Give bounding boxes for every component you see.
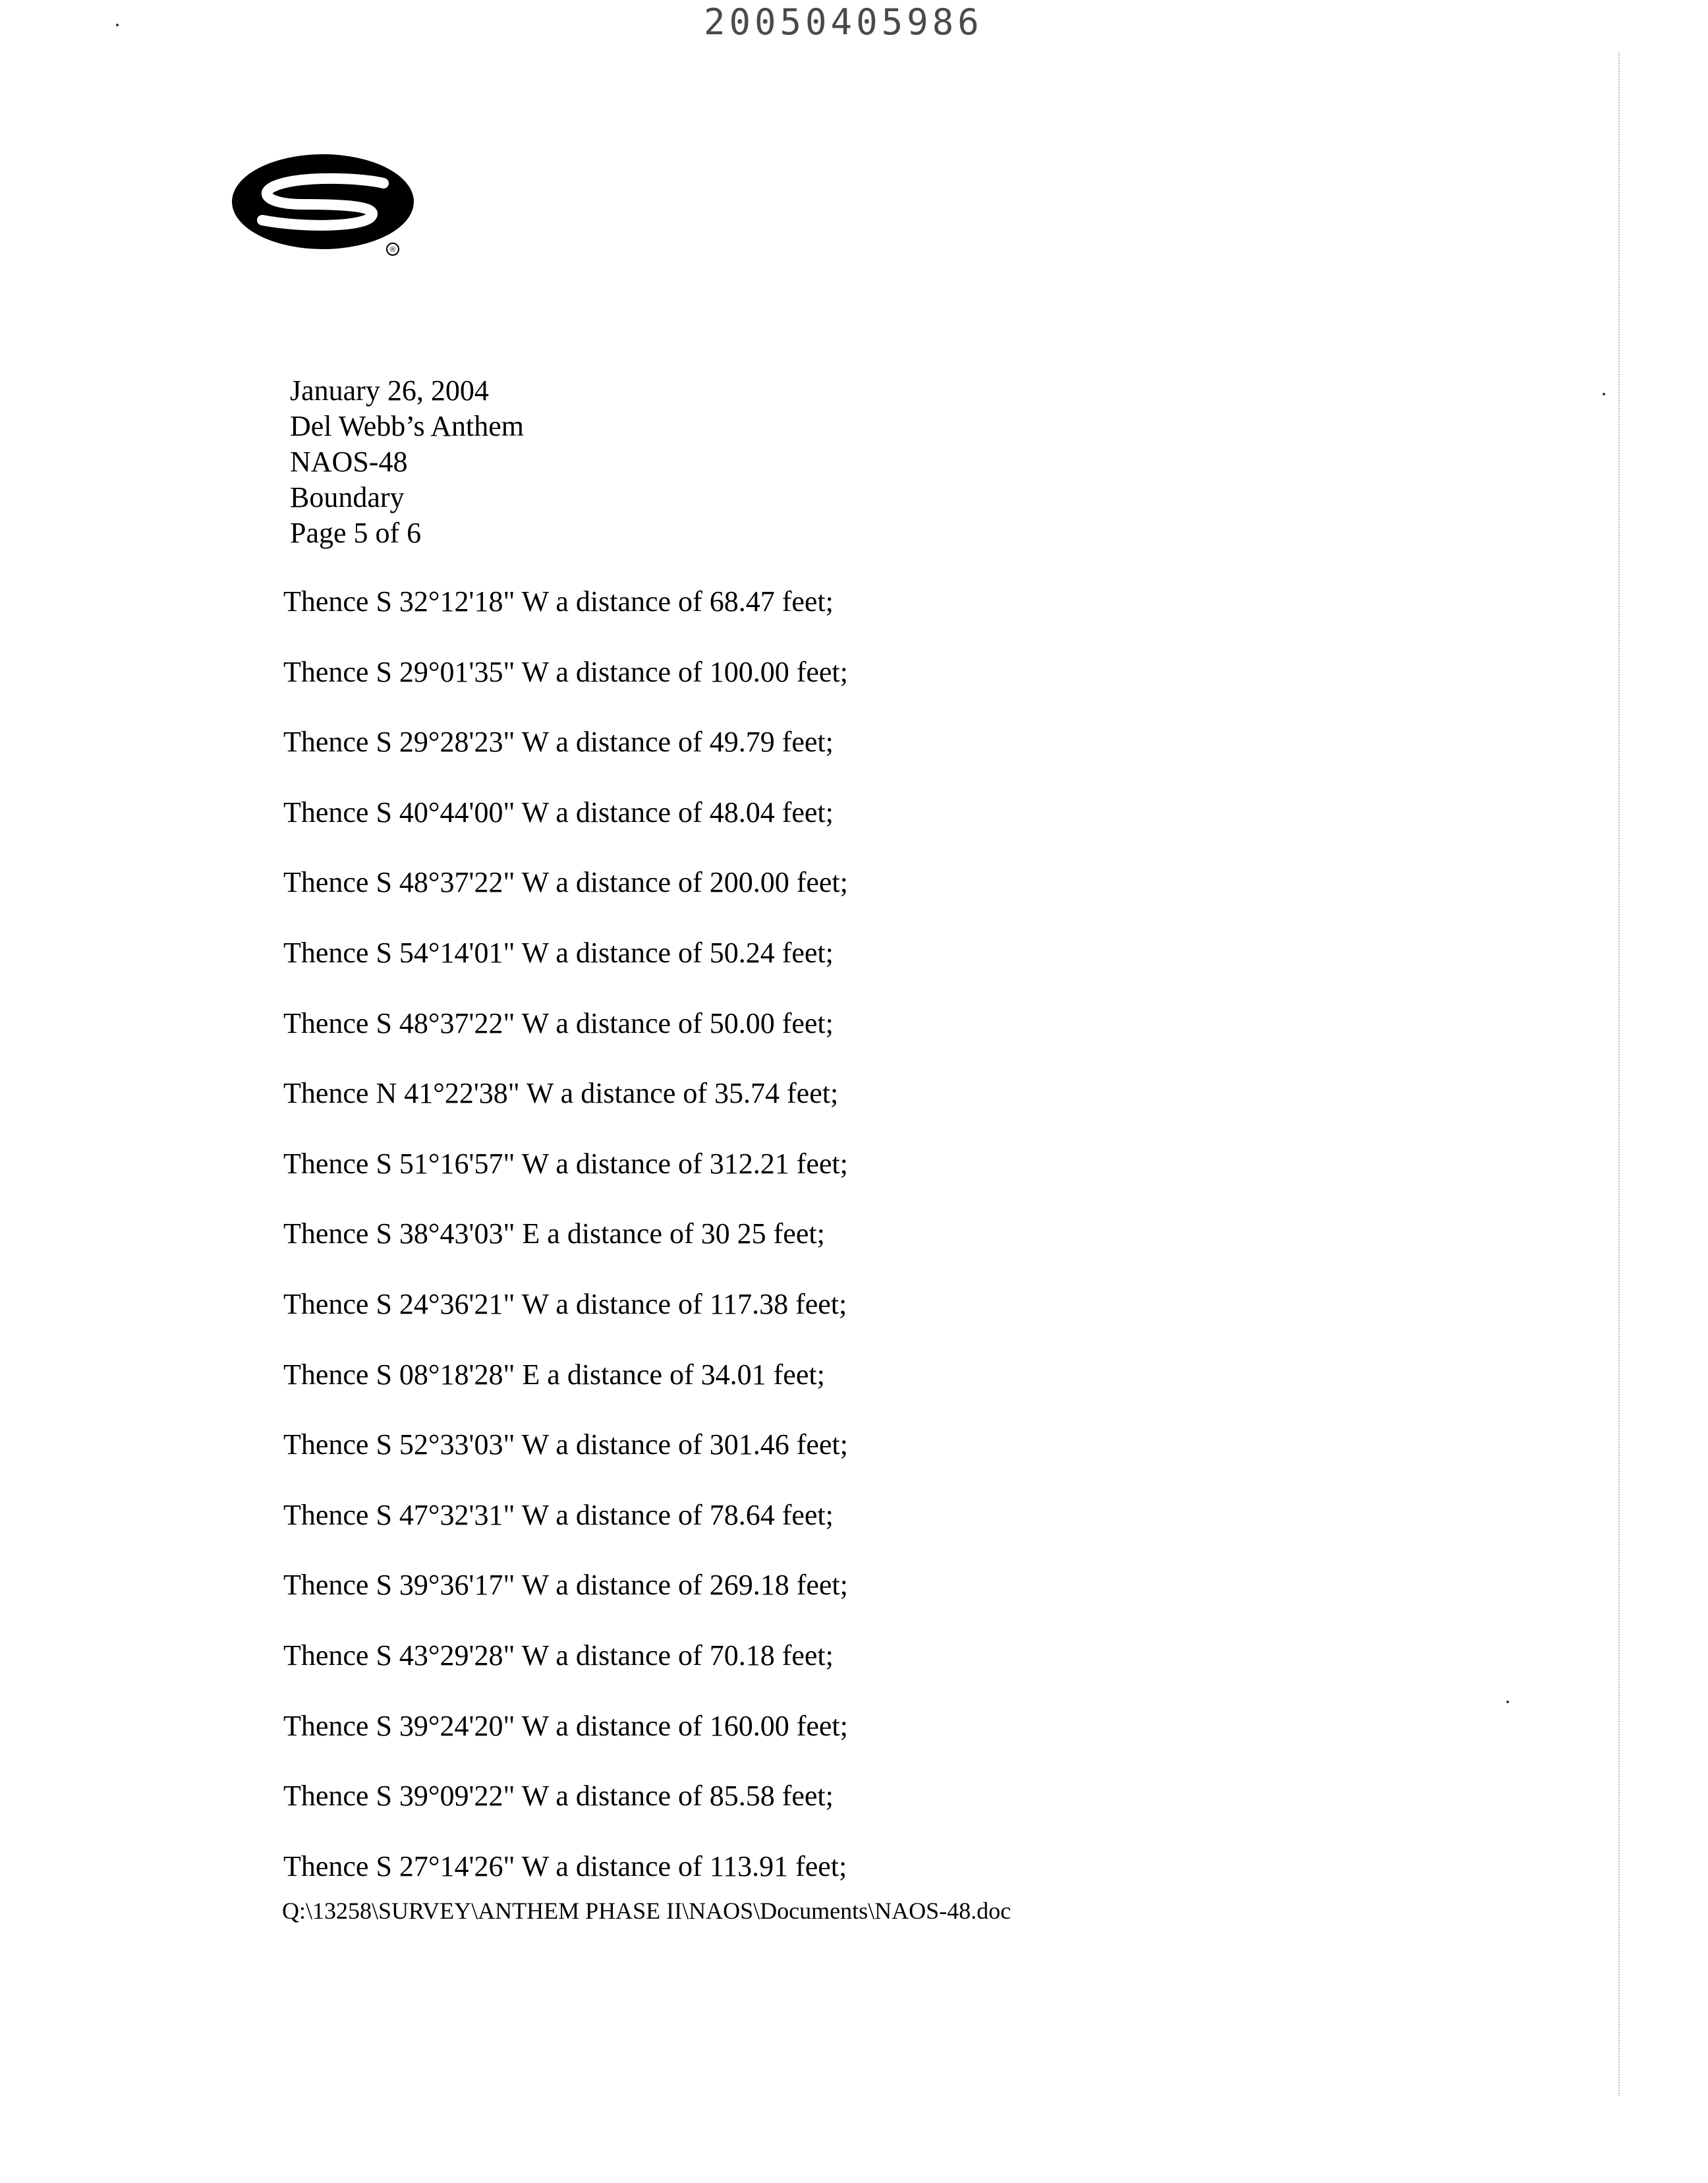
- course-line: Thence S 51°16'57" W a distance of 312.21 feet;: [283, 1147, 848, 1180]
- course-line: Thence S 32°12'18" W a distance of 68.47 feet;: [283, 585, 834, 618]
- company-logo: [231, 149, 428, 261]
- course-line: Thence S 08°18'28" E a distance of 34.01 feet;: [283, 1358, 825, 1391]
- course-line: Thence N 41°22'38" W a distance of 35.74 feet;: [283, 1077, 839, 1110]
- course-line: Thence S 39°36'17" W a distance of 269.18 feet;: [283, 1569, 848, 1602]
- boundary-courses: [283, 584, 848, 1919]
- course-line: Thence S 54°14'01" W a distance of 50.24 feet;: [283, 936, 834, 969]
- oval-s-logo-icon: [231, 149, 428, 261]
- header-subject: Boundary: [290, 481, 405, 513]
- scan-speck: [1506, 1701, 1509, 1703]
- course-line: Thence S 24°36'21" W a distance of 117.38 feet;: [283, 1287, 847, 1320]
- file-path-footer: Q:\13258\SURVEY\ANTHEM PHASE II\NAOS\Documents\NAOS-48.doc: [282, 1898, 1011, 1924]
- header-date: January 26, 2004: [290, 374, 489, 407]
- letter-header: [290, 373, 524, 551]
- course-line: Thence S 52°33'03" W a distance of 301.46 feet;: [283, 1428, 848, 1461]
- course-line: Thence S 39°24'20" W a distance of 160.00 feet;: [283, 1709, 848, 1742]
- header-page: Page 5 of 6: [290, 517, 422, 549]
- course-line: Thence S 29°28'23" W a distance of 49.79 feet;: [283, 726, 834, 759]
- course-line: Thence S 27°14'26" W a distance of 113.91 feet;: [283, 1849, 847, 1882]
- scan-speck: [116, 24, 119, 26]
- header-project: Del Webb’s Anthem: [290, 410, 524, 442]
- course-line: Thence S 48°37'22" W a distance of 200.00 feet;: [283, 866, 848, 899]
- course-line: Thence S 39°09'22" W a distance of 85.58 feet;: [283, 1780, 834, 1813]
- scan-speck: [1603, 393, 1605, 395]
- course-line: Thence S 29°01'35" W a distance of 100.00 feet;: [283, 655, 848, 688]
- course-line: Thence S 48°37'22" W a distance of 50.00 feet;: [283, 1006, 834, 1039]
- course-line: Thence S 40°44'00" W a distance of 48.04 feet;: [283, 796, 834, 829]
- course-line: Thence S 47°32'31" W a distance of 78.64 feet;: [283, 1498, 834, 1531]
- course-line: Thence S 43°29'28" W a distance of 70.18 feet;: [283, 1639, 834, 1672]
- document-number: 20050405986: [704, 1, 983, 43]
- course-line: Thence S 38°43'03" E a distance of 30 25 feet;: [283, 1217, 825, 1250]
- registered-mark: ®: [389, 246, 396, 254]
- scan-edge-artifact: [1618, 53, 1620, 2096]
- header-parcel: NAOS-48: [290, 446, 408, 478]
